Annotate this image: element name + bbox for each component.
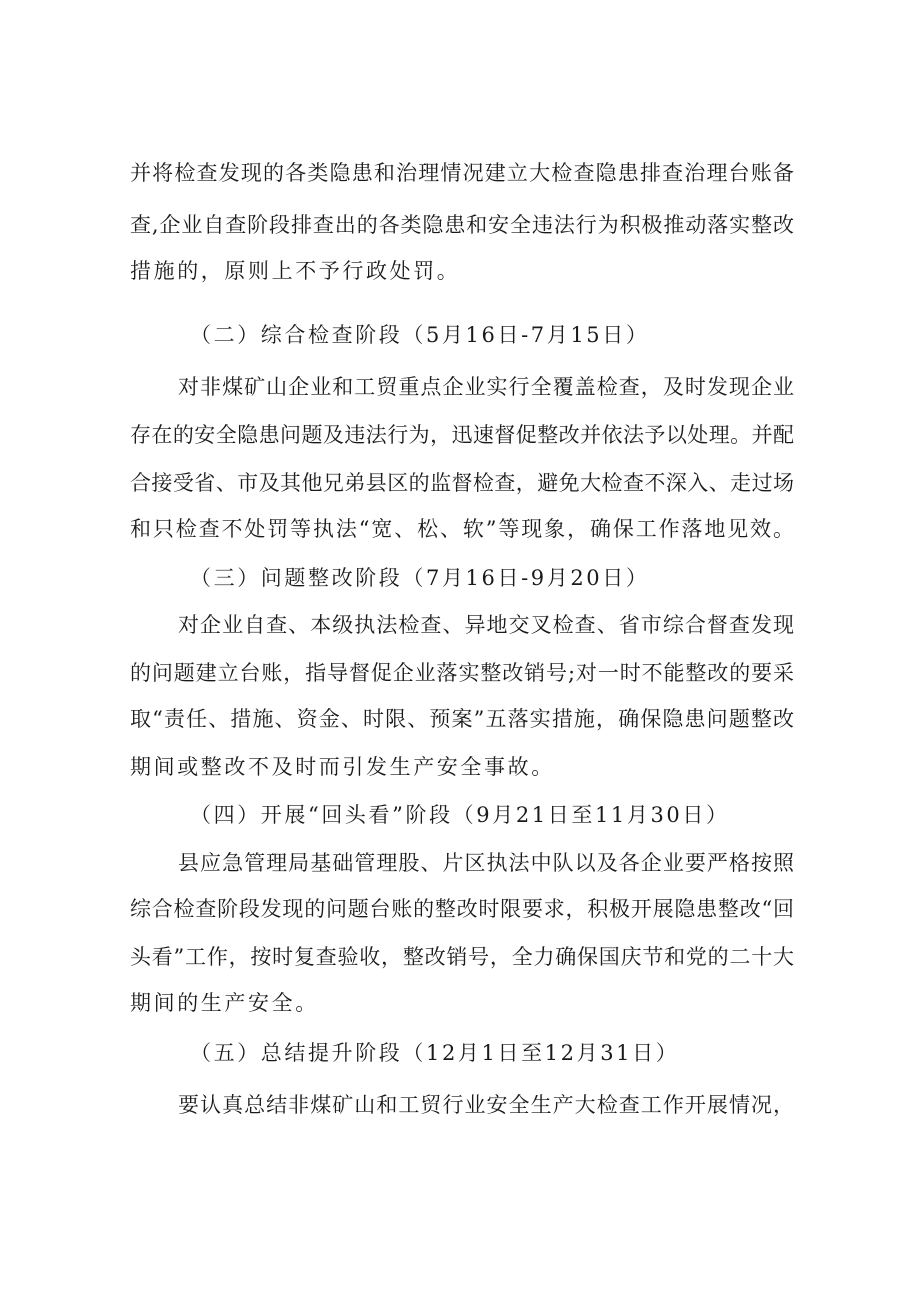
paragraph-line: 对企业自查、本级执法检查、异地交叉检查、省市综合督查发现: [178, 613, 794, 637]
section-heading-5: （五）总结提升阶段（12月1日至12月31日）: [190, 1041, 680, 1065]
paragraph-line: 取“责任、措施、资金、时限、预案”五落实措施，确保隐患问题整改: [130, 707, 794, 731]
paragraph-line: 合接受省、市及其他兄弟县区的监督检查，避免大检查不深入、走过场: [130, 471, 794, 495]
paragraph-line: 县应急管理局基础管理股、片区执法中队以及各企业要严格按照: [178, 851, 794, 875]
paragraph-line: 的问题建立台账，指导督促企业落实整改销号;对一时不能整改的要采: [130, 661, 794, 685]
section-heading-2: （二）综合检查阶段（5月16日-7月15日）: [190, 323, 650, 347]
paragraph-line: 和只检查不处罚等执法“宽、松、软”等现象，确保工作落地见效。: [130, 517, 794, 541]
section-heading-4: （四）开展“回头看”阶段（9月21日至11月30日）: [190, 803, 730, 827]
paragraph-line: 头看”工作，按时复查验收，整改销号，全力确保国庆节和党的二十大: [130, 945, 794, 969]
paragraph-line: 存在的安全隐患问题及违法行为，迅速督促整改并依法予以处理。并配: [130, 423, 794, 447]
paragraph-line: 综合检查阶段发现的问题台账的整改时限要求，积极开展隐患整改“回: [130, 897, 794, 921]
paragraph-line: 查,企业自查阶段排查出的各类隐患和安全违法行为积极推动落实整改: [130, 213, 794, 237]
paragraph-line: 措施的，原则上不予行政处罚。: [130, 259, 461, 283]
paragraph-line: 要认真总结非煤矿山和工贸行业安全生产大检查工作开展情况，: [178, 1093, 794, 1117]
paragraph-line: 期间或整改不及时而引发生产安全事故。: [130, 755, 555, 779]
paragraph-line: 并将检查发现的各类隐患和治理情况建立大检查隐患排查治理台账备: [130, 161, 794, 185]
paragraph-line: 对非煤矿山企业和工贸重点企业实行全覆盖检查，及时发现企业: [178, 375, 794, 399]
section-heading-3: （三）问题整改阶段（7月16日-9月20日）: [190, 566, 650, 590]
paragraph-line: 期间的生产安全。: [130, 991, 319, 1015]
